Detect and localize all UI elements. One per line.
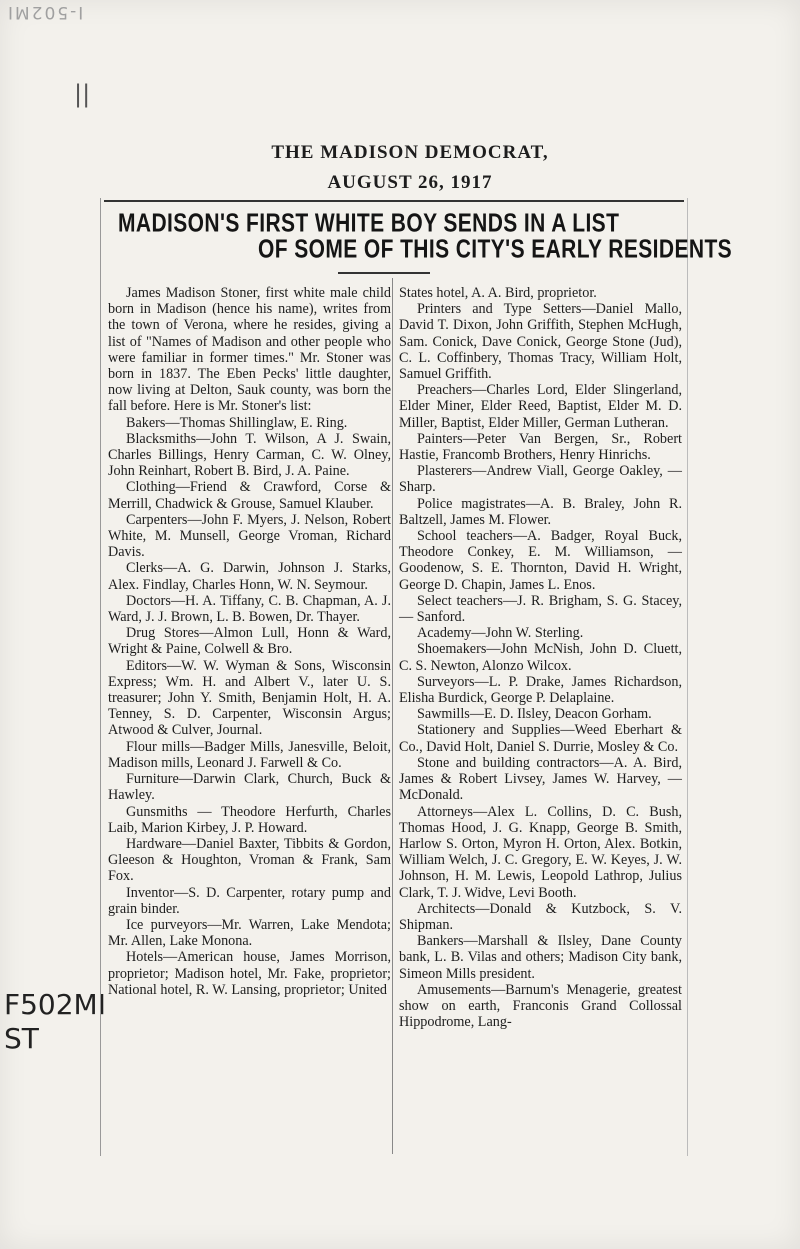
pen-mark: || — [74, 80, 91, 108]
headline-top-rule — [104, 200, 684, 202]
article-paragraph: Preachers—Charles Lord, Elder Slingerland, Elder Miner, Elder Reed, Baptist, Elder M. D. Miller, Baptist, Elder Miller, German Lutheran. — [399, 382, 682, 431]
headline-separator — [338, 272, 430, 274]
article-paragraph: Gunsmiths — Theodore Herfurth, Charles Laib, Marion Kirbey, J. P. Howard. — [108, 803, 391, 836]
call-number-line-2: ST — [4, 1022, 39, 1055]
article-paragraph: Stone and building contractors—A. A. Bird, James & Robert Livsey, James W. Harvey, — McDonald. — [399, 754, 682, 804]
newspaper-name: THE MADISON DEMOCRAT, — [271, 142, 549, 163]
article-paragraph: Academy—John W. Sterling. — [417, 625, 584, 642]
article-paragraph: Printers and Type Setters—Daniel Mallo, David T. Dixon, John Griffith, Stephen McHugh, Sam. Conick, Dave Conick, George Stone (Jud), C. L. Coffinbery, Thomas Tracy, William Holt, Samuel Griffith. — [399, 301, 682, 383]
article-paragraph: Plasterers—Andrew Viall, George Oakley, — Sharp. — [399, 463, 682, 496]
article-paragraph: Bankers—Marshall & Ilsley, Dane County bank, L. B. Vilas and others; Madison City bank, Simeon Mills president. — [399, 933, 682, 982]
call-number-line-1: F502MI — [4, 988, 106, 1021]
article-paragraph: Doctors—H. A. Tiffany, C. B. Chapman, A. J. Ward, J. J. Brown, L. B. Bowen, Dr. Thayer. — [108, 592, 391, 626]
article-paragraph: Clothing—Friend & Crawford, Corse & Merrill, Chadwick & Grouse, Samuel Klauber. — [108, 479, 391, 512]
article-paragraph: Blacksmiths—John T. Wilson, A J. Swain, Charles Billings, Henry Carman, C. W. Olney, John Reinhart, Robert B. Bird, J. A. Paine. — [108, 430, 391, 480]
article-paragraph: Bakers—Thomas Shillinglaw, E. Ring. — [126, 414, 348, 431]
article-paragraph: Clerks—A. G. Darwin, Johnson J. Starks, Alex. Findlay, Charles Honn, W. N. Seymour. — [108, 560, 391, 593]
headline-line-2: OF SOME OF THIS CITY'S EARLY RESIDENTS — [258, 235, 733, 264]
article-paragraph: Sawmills—E. D. Ilsley, Deacon Gorham. — [417, 706, 652, 723]
article-paragraph: Stationery and Supplies—Weed Eberhart & Co., David Holt, Daniel S. Durrie, Mosley & Co. — [399, 722, 682, 755]
article-paragraph: Furniture—Darwin Clark, Church, Buck & Hawley. — [108, 771, 391, 804]
article-paragraph: Drug Stores—Almon Lull, Honn & Ward, Wright & Paine, Colwell & Bro. — [108, 625, 391, 658]
archive-stamp: I-502MI — [6, 2, 84, 22]
article-paragraph: Flour mills—Badger Mills, Janesville, Beloit, Madison mills, Leonard J. Farwell & Co. — [108, 738, 391, 771]
article-paragraph: Police magistrates—A. B. Braley, John R. Baltzell, James M. Flower. — [399, 495, 682, 528]
article-paragraph: Hardware—Daniel Baxter, Tibbits & Gordon, Gleeson & Houghton, Vroman & Frank, Sam Fox. — [108, 835, 391, 885]
headline-line-1: MADISON'S FIRST WHITE BOY SENDS IN A LIST — [118, 209, 620, 238]
article-paragraph: Select teachers—J. R. Brigham, S. G. Stacey, — Sanford. — [399, 592, 682, 626]
article-paragraph: Inventor—S. D. Carpenter, rotary pump and grain binder. — [108, 884, 391, 917]
article-paragraph: Carpenters—John F. Myers, J. Nelson, Robert White, M. Munsell, George Vroman, Richard Davis. — [108, 511, 391, 561]
article-paragraph: James Madison Stoner, first white male child born in Madison (hence his name), writes from the town of Verona, where he resides, giving a list of "Names of Madison and other people who were familiar in former times." Mr. Stoner was born in 1837. The Eben Pecks' little daughter, now living at Delton, Sauk county, was born the fall before. Here is Mr. Stoner's list: — [108, 285, 391, 415]
article-paragraph: Architects—Donald & Kutzbock, S. V. Shipman. — [399, 900, 682, 933]
article-paragraph: States hotel, A. A. Bird, proprietor. — [399, 285, 597, 301]
article-column-left — [108, 285, 391, 998]
column-divider — [392, 278, 393, 1154]
article-paragraph: School teachers—A. Badger, Royal Buck, Theodore Conkey, E. M. Williamson, — Goodenow, S. E. Thornton, David H. Wright, George D. Chapin, James L. Enos. — [399, 528, 682, 593]
article-paragraph: Attorneys—Alex L. Collins, D. C. Bush, Thomas Hood, J. G. Knapp, George B. Smith, Harlow S. Orton, Myron H. Orton, Alex. Botkin, William Welch, J. C. Gregory, E. W. Keyes, J. W. Johnson, H. M. Lewis, Leopold Lathrop, Julius Clark, T. J. Widve, Levi Booth. — [399, 803, 682, 901]
article-paragraph: Editors—W. W. Wyman & Sons, Wisconsin Express; Wm. H. and Albert V., later U. S. treasurer; John Y. Smith, Benjamin Holt, H. A. Tenney, S. D. Carpenter, Wisconsin Argus; Atwood & Culver, Journal. — [108, 657, 391, 739]
article-paragraph: Surveyors—L. P. Drake, James Richardson, Elisha Burdick, George P. Delaplaine. — [399, 673, 682, 707]
article-paragraph: Hotels—American house, James Morrison, proprietor; Madison hotel, Mr. Fake, proprietor; National hotel, R. W. Lansing, proprietor; United — [108, 949, 391, 998]
article-paragraph: Painters—Peter Van Bergen, Sr., Robert Hastie, Francomb Brothers, Henry Hinrichs. — [399, 430, 682, 464]
article-paragraph: Ice purveyors—Mr. Warren, Lake Mendota; Mr. Allen, Lake Monona. — [108, 916, 391, 950]
newspaper-date: AUGUST 26, 1917 — [327, 172, 493, 193]
article-paragraph: Shoemakers—John McNish, John D. Cluett, C. S. Newton, Alonzo Wilcox. — [399, 641, 682, 674]
article-paragraph: Amusements—Barnum's Menagerie, greatest show on earth, Franconis Grand Collossal Hippodrome, Lang- — [399, 981, 682, 1031]
article-column-right — [399, 285, 682, 1030]
handwritten-call-number — [4, 988, 106, 1056]
